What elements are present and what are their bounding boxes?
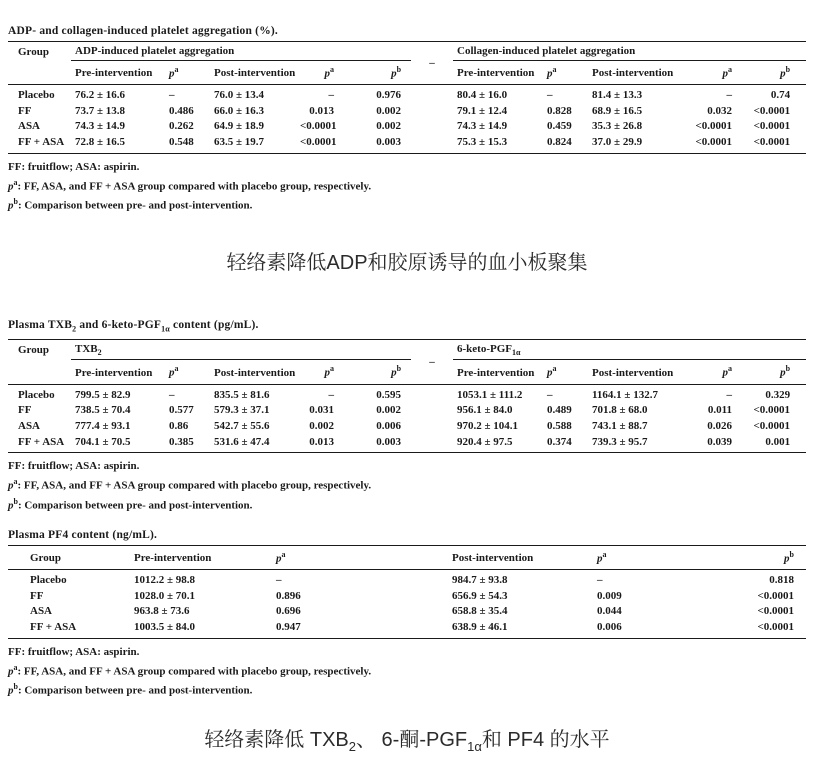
footnote-pa: $p^a$: FF, ASA, and FF + ASA group compared with placebo group, respectively.	[8, 477, 372, 492]
table-cell: 970.2 ± 104.1	[457, 420, 519, 433]
table-cell: 738.5 ± 70.4	[75, 404, 131, 417]
table-cell: 0.486	[169, 104, 194, 117]
table-cell: ASA	[30, 605, 53, 618]
table-cell: 984.7 ± 93.8	[452, 573, 508, 586]
column-header-pa: $p^a$	[272, 545, 448, 569]
table-row	[8, 134, 806, 153]
column-header-post-intervention: Post-intervention	[588, 60, 684, 84]
column-group-6-keto-pgf: $6-keto-PGF_{1\alpha}$	[453, 340, 806, 360]
table-cell: <0.0001	[695, 120, 733, 133]
table-cell: 79.1 ± 12.4	[457, 104, 508, 117]
table-cell: 0.032	[707, 104, 733, 117]
table-cell: –	[547, 88, 553, 101]
table-cell: 739.3 ± 95.7	[592, 435, 648, 448]
table-cell: 1053.1 ± 111.2	[457, 388, 523, 401]
column-group-txb2: $TXB_2$	[71, 340, 411, 360]
pf4-table	[8, 545, 806, 639]
table-cell: 0.002	[376, 404, 402, 417]
table-cell: 0.039	[707, 435, 733, 448]
footnote-pb: $p^b$: Comparison between pre- and post-intervention.	[8, 682, 253, 697]
table-cell: 656.9 ± 54.3	[452, 589, 508, 602]
table-cell: 704.1 ± 70.5	[75, 435, 131, 448]
table-cell: 542.7 ± 55.6	[214, 420, 270, 433]
table-cell: 658.8 ± 35.4	[452, 605, 508, 618]
table-cell: 0.86	[169, 420, 189, 433]
table-cell: 0.374	[547, 435, 572, 448]
table-cell: 0.74	[770, 88, 791, 101]
footnote-abbreviations: FF: fruitflow; ASA: aspirin.	[8, 160, 140, 173]
footnote-pb: $p^b$: Comparison between pre- and post-intervention.	[8, 497, 253, 512]
table-row	[8, 604, 806, 620]
table-cell: 0.577	[169, 404, 194, 417]
column-header-post-intervention: Post-intervention	[448, 545, 593, 569]
table-cell: 0.385	[169, 435, 194, 448]
table-cell: 0.002	[376, 120, 402, 133]
column-header-pb: $p^b$	[720, 545, 806, 569]
table-cell: –	[169, 388, 175, 401]
column-header-pa: $p^a$	[543, 60, 588, 84]
table-row	[8, 569, 806, 588]
column-header-group: Group	[8, 545, 130, 569]
table-cell: Placebo	[18, 88, 55, 101]
table-cell: 0.001	[765, 435, 791, 448]
table-cell: FF + ASA	[18, 435, 65, 448]
table-row	[8, 419, 806, 435]
table-cell: 0.044	[597, 605, 622, 618]
table-cell: 531.6 ± 47.4	[214, 435, 270, 448]
table-cell	[411, 384, 453, 403]
table-cell: 0.818	[769, 573, 794, 586]
table-cell: –	[276, 573, 282, 586]
table1-body	[8, 84, 806, 153]
txb2-pgf-table	[8, 339, 806, 453]
table-cell: 1003.5 ± 84.0	[134, 620, 196, 633]
table-cell: 72.8 ± 16.5	[75, 135, 126, 148]
table-cell: Placebo	[18, 388, 55, 401]
footnote-pa: $p^a$: FF, ASA, and FF + ASA group compared with placebo group, respectively.	[8, 662, 372, 678]
table-cell: 0.976	[376, 88, 402, 101]
table-cell: 63.5 ± 19.7	[214, 135, 265, 148]
table-cell: 0.696	[276, 605, 301, 618]
table-row	[8, 619, 806, 638]
table-cell: 81.4 ± 13.3	[592, 88, 643, 101]
table-cell: 0.588	[547, 420, 572, 433]
table2-title: Plasma $TXB_2$ and $6-keto-PGF_{1\alpha}$ content (pg/mL).	[8, 318, 259, 334]
column-header-pa: $p^a$	[684, 60, 744, 84]
table-cell: 0.003	[376, 435, 402, 448]
table-cell: 0.824	[547, 135, 572, 148]
table-cell	[411, 84, 453, 103]
panel-separator-dash: –	[411, 340, 453, 385]
column-header-pre-intervention: Pre-intervention	[130, 545, 272, 569]
table-cell: 35.3 ± 26.8	[592, 120, 643, 133]
table3-footnotes	[8, 645, 806, 699]
column-header-pa: $p^a$	[593, 545, 720, 569]
table-cell: –	[726, 88, 733, 101]
table-cell: 743.1 ± 88.7	[592, 420, 648, 433]
column-header-pa: $p^a$	[296, 60, 346, 84]
table1-footnotes	[8, 160, 806, 214]
column-group-collagen: Collagen-induced platelet aggregation	[453, 42, 806, 61]
table-cell: 0.013	[309, 104, 334, 117]
column-header-pre-intervention: Pre-intervention	[453, 60, 543, 84]
column-header-pre-intervention: Pre-intervention	[71, 60, 165, 84]
chinese-caption-txb2-pgf-pf4-levels: 轻络素降低 $TXB_2$、 6-酮$-PGF_{1\alpha}$和 PF4 的水平	[204, 728, 610, 754]
table-cell: 701.8 ± 68.0	[592, 404, 648, 417]
table-cell: 0.009	[597, 589, 622, 602]
table3-section	[8, 528, 806, 699]
footnote-pb: $p^b$: Comparison between pre- and post-intervention.	[8, 197, 253, 212]
table-cell: 1164.1 ± 132.7	[592, 388, 658, 401]
chinese-caption-platelet-aggregation: 轻络素降低ADP和胶原诱导的血小板聚集	[226, 251, 588, 274]
table-cell	[411, 134, 453, 153]
table-cell: 76.0 ± 13.4	[214, 88, 265, 101]
table-cell: 0.006	[597, 620, 622, 633]
table-cell: 0.013	[309, 435, 334, 448]
column-group-adp: ADP-induced platelet aggregation	[71, 42, 411, 61]
table-cell: 0.011	[707, 404, 733, 417]
table-cell: 920.4 ± 97.5	[457, 435, 513, 448]
column-header-post-intervention: Post-intervention	[588, 360, 684, 384]
table-cell: <0.0001	[753, 104, 791, 117]
column-header-pre-intervention: Pre-intervention	[71, 360, 165, 384]
table-cell: 76.2 ± 16.6	[75, 88, 126, 101]
table3-title: Plasma PF4 content (ng/mL).	[8, 528, 158, 541]
platelet-aggregation-table	[8, 41, 806, 154]
table-cell: 0.459	[547, 120, 572, 133]
table-row	[8, 103, 806, 119]
table-cell: 80.4 ± 16.0	[457, 88, 508, 101]
table3-body	[8, 569, 806, 638]
table-cell: FF + ASA	[18, 135, 65, 148]
table-cell: 73.7 ± 13.8	[75, 104, 126, 117]
table-row	[8, 434, 806, 453]
column-header-group: Group	[8, 42, 71, 85]
table-cell: 0.828	[547, 104, 572, 117]
table-cell: 799.5 ± 82.9	[75, 388, 131, 401]
table-cell: 0.003	[376, 135, 402, 148]
table2-footnotes	[8, 459, 806, 513]
table-cell: 579.3 ± 37.1	[214, 404, 270, 417]
table-cell: 0.595	[376, 388, 402, 401]
column-header-pa: $p^a$	[296, 360, 346, 384]
table-cell: <0.0001	[695, 135, 733, 148]
table-cell: 74.3 ± 14.9	[75, 120, 126, 133]
table2-body	[8, 384, 806, 453]
table-cell: –	[169, 88, 175, 101]
table-cell: 74.3 ± 14.9	[457, 120, 508, 133]
table-cell: 0.947	[276, 620, 301, 633]
table-cell: 0.031	[309, 404, 334, 417]
table-cell: 963.8 ± 73.6	[134, 605, 190, 618]
column-header-pb: $p^b$	[346, 60, 411, 84]
column-header-pb: $p^b$	[744, 360, 806, 384]
column-header-pa: $p^a$	[543, 360, 588, 384]
table-cell	[411, 103, 453, 119]
table-cell: FF	[18, 404, 32, 417]
table-cell: –	[547, 388, 553, 401]
table-cell: <0.0001	[753, 420, 791, 433]
table-cell: 1028.0 ± 70.1	[134, 589, 196, 602]
table-row	[8, 384, 806, 403]
table-cell: FF	[30, 589, 44, 602]
table-cell: <0.0001	[757, 589, 794, 602]
table-cell: 0.329	[765, 388, 791, 401]
table-cell: 835.5 ± 81.6	[214, 388, 270, 401]
footnote-abbreviations: FF: fruitflow; ASA: aspirin.	[8, 645, 140, 658]
table-cell: –	[328, 388, 334, 401]
column-header-pa: $p^a$	[165, 60, 210, 84]
table-cell: 0.026	[707, 420, 733, 433]
column-header-pb: $p^b$	[744, 60, 806, 84]
table-cell: –	[726, 388, 733, 401]
table-cell: <0.0001	[300, 135, 337, 148]
table-cell	[411, 403, 453, 419]
footnote-pa: $p^a$: FF, ASA, and FF + ASA group compared with placebo group, respectively.	[8, 177, 372, 193]
table-cell: <0.0001	[753, 404, 791, 417]
table-cell: 66.0 ± 16.3	[214, 104, 265, 117]
table-cell: 638.9 ± 46.1	[452, 620, 508, 633]
column-header-post-intervention: Post-intervention	[210, 360, 296, 384]
column-header-pa: $p^a$	[684, 360, 744, 384]
table-cell: ASA	[18, 420, 41, 433]
table-cell: 0.489	[547, 404, 572, 417]
table-cell	[411, 119, 453, 135]
table-cell: 777.4 ± 93.1	[75, 420, 131, 433]
table-cell: 0.002	[376, 104, 402, 117]
table-row	[8, 84, 806, 103]
table-cell: ASA	[18, 120, 41, 133]
panel-separator-dash: –	[411, 42, 453, 85]
table-cell: <0.0001	[753, 120, 791, 133]
table-cell: 68.9 ± 16.5	[592, 104, 643, 117]
table-cell: <0.0001	[757, 620, 794, 633]
table-cell: 0.896	[276, 589, 301, 602]
table-row	[8, 119, 806, 135]
table-cell: 0.262	[169, 120, 194, 133]
table-cell: FF + ASA	[30, 620, 77, 633]
table1-title: ADP- and collagen-induced platelet aggregation (%).	[8, 25, 278, 37]
table2-section	[8, 318, 806, 514]
table-cell: 64.9 ± 18.9	[214, 120, 265, 133]
table-cell: FF	[18, 104, 32, 117]
table-cell: 37.0 ± 29.9	[592, 135, 643, 148]
table-cell: 0.006	[376, 420, 402, 433]
table-row	[8, 588, 806, 604]
table-cell: –	[328, 88, 334, 101]
column-header-pa: $p^a$	[165, 360, 210, 384]
table-cell	[411, 434, 453, 453]
table-cell: 1012.2 ± 98.8	[134, 573, 196, 586]
table1-section	[8, 24, 806, 214]
column-header-group: Group	[8, 340, 71, 385]
column-header-post-intervention: Post-intervention	[210, 60, 296, 84]
column-header-pb: $p^b$	[346, 360, 411, 384]
table-cell: 956.1 ± 84.0	[457, 404, 513, 417]
table-cell: <0.0001	[300, 120, 337, 133]
footnote-abbreviations: FF: fruitflow; ASA: aspirin.	[8, 460, 140, 473]
table-cell: –	[597, 573, 603, 586]
table-cell: <0.0001	[757, 605, 794, 618]
table-row	[8, 403, 806, 419]
table-cell	[411, 419, 453, 435]
table-cell: <0.0001	[753, 135, 791, 148]
table-cell: 75.3 ± 15.3	[457, 135, 508, 148]
column-header-pre-intervention: Pre-intervention	[453, 360, 543, 384]
table-cell: Placebo	[30, 573, 67, 586]
table-cell: 0.548	[169, 135, 194, 148]
table-cell: 0.002	[309, 420, 334, 433]
